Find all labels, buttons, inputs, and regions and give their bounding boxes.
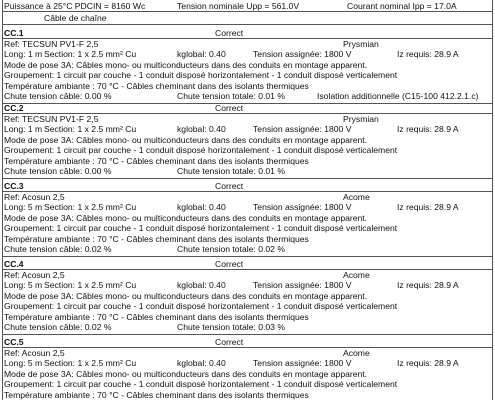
cable-section: Section: 1 x 2.5 mm² Cu bbox=[44, 202, 137, 212]
cable-section: Section: 1 x 2.5 mm² Cu bbox=[44, 49, 137, 59]
block-title-divider bbox=[2, 38, 493, 39]
cable-section: Section: 1 x 2.5 mm² Cu bbox=[44, 124, 137, 134]
cable-chute-tot: Chute tension totale: 0.03 % bbox=[177, 322, 285, 332]
header-current: Courant nominal Ipp = 17.0A bbox=[347, 1, 457, 11]
cable-maker: Acome bbox=[343, 191, 370, 202]
cable-status: Correct bbox=[215, 337, 244, 347]
block-divider bbox=[2, 178, 493, 179]
cable-chute: Chute tension câble: 0.02 % bbox=[4, 322, 112, 332]
cable-ref: Ref: TECSUN PV1-F 2,5 bbox=[4, 113, 99, 124]
cable-ref: Ref: Acosun 2,5 bbox=[4, 269, 65, 280]
cable-chute: Chute tension câble: 0.00 % bbox=[4, 91, 112, 101]
cable-id: CC.4 bbox=[4, 259, 24, 269]
cable-kglobal: kglobal: 0.40 bbox=[177, 49, 226, 59]
cable-maker: Acome bbox=[343, 347, 370, 358]
cable-status: Correct bbox=[215, 103, 244, 113]
cable-group: Groupement: 1 circuit par couche - 1 conduit disposé horizontalement - 1 conduit disposé verticalement bbox=[4, 379, 398, 389]
cable-mode: Mode de pose 3A: Câbles mono- ou multiconducteurs dans des conduits en montage apparent. bbox=[4, 59, 368, 70]
cable-maker: Acome bbox=[343, 269, 370, 280]
cable-kglobal: kglobal: 0.40 bbox=[177, 124, 226, 134]
cable-ref: Ref: Acosun 2,5 bbox=[4, 191, 65, 202]
cable-mode: Mode de pose 3A: Câbles mono- ou multiconducteurs dans des conduits en montage apparent. bbox=[4, 134, 368, 145]
cable-chute-tot: Chute tension totale: 0.01 % bbox=[177, 166, 285, 176]
cable-group: Groupement: 1 circuit par couche - 1 conduit disposé horizontalement - 1 conduit disposé verticalement bbox=[4, 223, 398, 233]
block-title-divider bbox=[2, 191, 493, 192]
header-divider bbox=[2, 11, 493, 12]
cable-mode: Mode de pose 3A: Câbles mono- ou multiconducteurs dans des conduits en montage apparent. bbox=[4, 290, 368, 301]
cable-id: CC.1 bbox=[4, 28, 24, 38]
cable-maker: Prysmian bbox=[343, 113, 379, 124]
cable-kglobal: kglobal: 0.40 bbox=[177, 280, 226, 290]
section-title: Câble de chaîne bbox=[44, 13, 107, 23]
section-divider bbox=[2, 24, 493, 25]
cable-section: Section: 1 x 2.5 mm² Cu bbox=[44, 358, 137, 368]
block-title-divider bbox=[2, 113, 493, 114]
cable-temp: Température ambiante : 70 °C - Câbles cheminant dans des isolants thermiques bbox=[4, 233, 309, 244]
cable-group: Groupement: 1 circuit par couche - 1 conduit disposé horizontalement - 1 conduit disposé verticalement bbox=[4, 145, 398, 155]
block-title-divider bbox=[2, 347, 493, 348]
cable-mode: Mode de pose 3A: Câbles mono- ou multiconducteurs dans des conduits en montage apparent. bbox=[4, 212, 368, 223]
cable-id: CC.3 bbox=[4, 181, 24, 191]
cable-tension: Tension assignée: 1800 V bbox=[253, 49, 352, 59]
block-divider bbox=[2, 334, 493, 335]
cable-group: Groupement: 1 circuit par couche - 1 conduit disposé horizontalement - 1 conduit disposé verticalement bbox=[4, 301, 398, 311]
cable-status: Correct bbox=[215, 28, 244, 38]
cable-status: Correct bbox=[215, 181, 244, 191]
left-border bbox=[2, 0, 3, 400]
cable-iz: Iz requis: 28.9 A bbox=[397, 49, 459, 59]
cable-chute: Chute tension câble: 0.02 % bbox=[4, 244, 112, 254]
cable-tension: Tension assignée: 1800 V bbox=[253, 124, 352, 134]
header-voltage: Tension nominale Upp = 561.0V bbox=[177, 1, 300, 11]
cable-chute-tot: Chute tension totale: 0.02 % bbox=[177, 244, 285, 254]
cable-long: Long: 5 m bbox=[4, 280, 43, 290]
header-power: Puissance à 25°C PDCIN = 8160 Wc bbox=[4, 1, 146, 11]
cable-kglobal: kglobal: 0.40 bbox=[177, 202, 226, 212]
right-border bbox=[492, 0, 493, 400]
cable-id: CC.5 bbox=[4, 337, 24, 347]
cable-long: Long: 1 m bbox=[4, 49, 43, 59]
cable-iz: Iz requis: 28.9 A bbox=[397, 280, 459, 290]
cable-maker: Prysmian bbox=[343, 38, 379, 49]
cable-iz: Iz requis: 28.9 A bbox=[397, 358, 459, 368]
cable-temp: Température ambiante : 70 °C - Câbles cheminant dans des isolants thermiques bbox=[4, 80, 309, 91]
cable-iz: Iz requis: 28.9 A bbox=[397, 124, 459, 134]
block-divider bbox=[2, 256, 493, 257]
cable-long: Long: 1 m bbox=[4, 124, 43, 134]
cable-ref: Ref: TECSUN PV1-F 2,5 bbox=[4, 38, 99, 49]
cable-mode: Mode de pose 3A: Câbles mono- ou multiconducteurs dans des conduits en montage apparent. bbox=[4, 368, 368, 379]
cable-temp: Température ambiante : 70 °C - Câbles cheminant dans des isolants thermiques bbox=[4, 389, 309, 400]
cable-section: Section: 1 x 2.5 mm² Cu bbox=[44, 280, 137, 290]
cable-tension: Tension assignée: 1800 V bbox=[253, 202, 352, 212]
cable-group: Groupement: 1 circuit par couche - 1 conduit disposé horizontalement - 1 conduit disposé verticalement bbox=[4, 70, 398, 80]
cable-chute-tot: Chute tension totale: 0.01 % bbox=[177, 91, 285, 101]
cable-chute: Chute tension câble: 0.00 % bbox=[4, 166, 112, 176]
cable-long: Long: 5 m bbox=[4, 358, 43, 368]
cable-tension: Tension assignée: 1800 V bbox=[253, 358, 352, 368]
block-divider bbox=[2, 103, 493, 104]
block-title-divider bbox=[2, 269, 493, 270]
cable-tension: Tension assignée: 1800 V bbox=[253, 280, 352, 290]
cable-long: Long: 5 m bbox=[4, 202, 43, 212]
cable-status: Correct bbox=[215, 259, 244, 269]
cable-temp: Température ambiante : 70 °C - Câbles cheminant dans des isolants thermiques bbox=[4, 311, 309, 322]
cable-iz: Iz requis: 28.9 A bbox=[397, 202, 459, 212]
cable-kglobal: kglobal: 0.40 bbox=[177, 358, 226, 368]
cable-id: CC.2 bbox=[4, 103, 24, 113]
cable-extra: Isolation additionnelle (C15-100 412.2.1.c) bbox=[317, 91, 479, 101]
cable-temp: Température ambiante : 70 °C - Câbles cheminant dans des isolants thermiques bbox=[4, 155, 309, 166]
cable-ref: Ref: Acosun 2,5 bbox=[4, 347, 65, 358]
